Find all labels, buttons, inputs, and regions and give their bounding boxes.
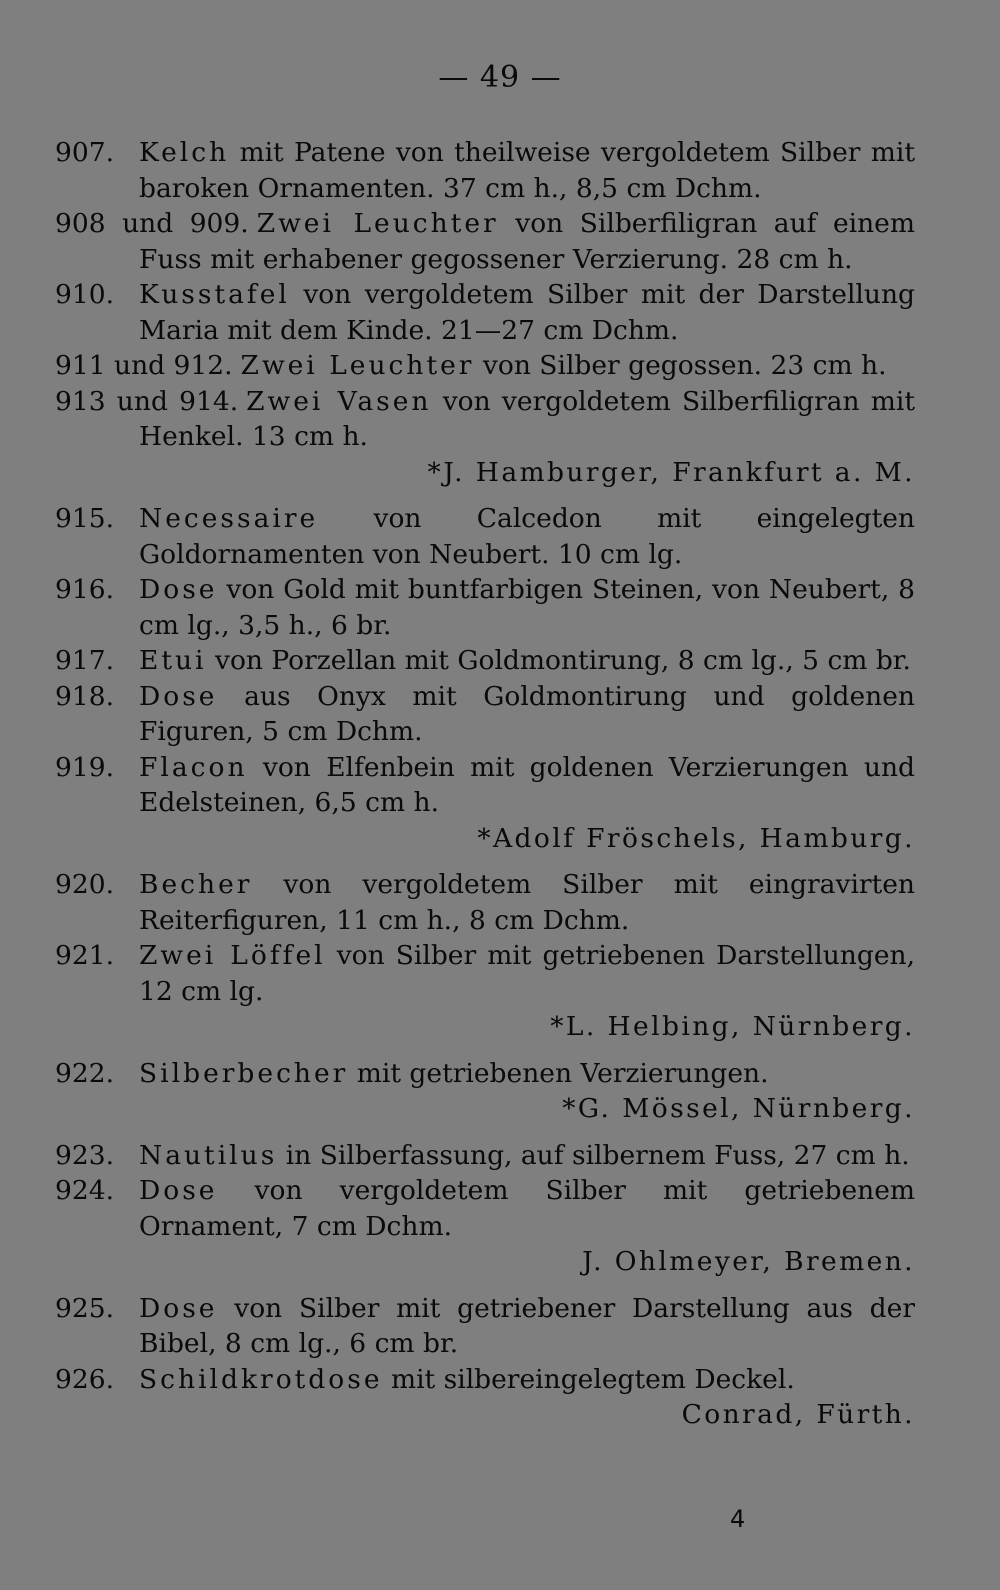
entry-title: Zwei Leuchter bbox=[256, 208, 499, 239]
entry-description: von Gold mit buntfarbigen Steinen, von Neubert, 8 cm lg., 3,5 h., 6 br. bbox=[139, 574, 915, 641]
entry-title: Nautilus bbox=[139, 1139, 278, 1171]
catalog-entry-916 bbox=[55, 572, 915, 643]
catalog-entry-922 bbox=[55, 1056, 915, 1092]
catalog-entry-921 bbox=[55, 938, 915, 1009]
entry-description: mit getriebenen Verzierungen. bbox=[348, 1057, 769, 1089]
entry-number: 908 und 909. bbox=[55, 208, 249, 239]
entry-title: Zwei Löffel bbox=[139, 940, 326, 971]
entry-number: 917. bbox=[55, 645, 115, 676]
entry-description: von Silber gegossen. 23 cm h. bbox=[474, 350, 887, 381]
entry-description: von Elfenbein mit goldenen Verzierungen und Edelsteinen, 6,5 cm h. bbox=[139, 751, 915, 818]
entry-title: Zwei Vasen bbox=[246, 385, 432, 417]
entry-description: von vergoldetem Silber mit getriebenem Ornament, 7 cm Dchm. bbox=[139, 1175, 915, 1242]
entry-title: Silberbecher bbox=[139, 1057, 349, 1089]
entry-description: in Silberfassung, auf silbernem Fuss, 27 cm h. bbox=[277, 1139, 910, 1171]
dealer-attribution: *L. Helbing, Nürnberg. bbox=[550, 1011, 915, 1042]
entry-title: Dose bbox=[139, 1175, 218, 1206]
entry-title: Flacon bbox=[139, 751, 248, 783]
dealer-attribution: *Adolf Fröschels, Hamburg. bbox=[477, 822, 915, 854]
entry-number: 921. bbox=[55, 940, 115, 971]
signature-mark: 4 bbox=[730, 1505, 746, 1533]
entry-description: von Silber mit getriebener Darstellung aus der Bibel, 8 cm lg., 6 cm br. bbox=[139, 1292, 915, 1359]
entry-description: von Silber mit getriebenen Darstellungen, 12 cm lg. bbox=[139, 940, 915, 1007]
entry-number: 918. bbox=[55, 680, 115, 712]
entry-number: 923. bbox=[55, 1139, 115, 1171]
catalog-entry-911-912 bbox=[55, 348, 915, 384]
entry-description: von Silberfiligran auf einem Fuss mit erhabener gegossener Verzierung. 28 cm h. bbox=[139, 208, 915, 275]
catalog-entry-920 bbox=[55, 867, 915, 938]
entry-title: Etui bbox=[139, 645, 207, 676]
catalog-entry-908-909 bbox=[55, 206, 915, 277]
catalog-entry-924 bbox=[55, 1173, 915, 1244]
entry-number: 920. bbox=[55, 869, 115, 900]
entry-title: Dose bbox=[139, 1292, 218, 1324]
catalog-entry-926 bbox=[55, 1362, 915, 1398]
entry-number: 924. bbox=[55, 1175, 115, 1206]
entry-description: von vergoldetem Silber mit der Darstellung Maria mit dem Kinde. 21—27 cm Dchm. bbox=[139, 279, 915, 346]
entry-number: 907. bbox=[55, 137, 115, 168]
catalog-entry-919 bbox=[55, 750, 915, 821]
catalog-entry-907 bbox=[55, 135, 915, 206]
catalog-entry-925 bbox=[55, 1291, 915, 1362]
entry-title: Schildkrotdose bbox=[139, 1363, 383, 1395]
entry-number: 911 und 912. bbox=[55, 350, 233, 381]
entry-description: von Calcedon mit eingelegten Goldornamenten von Neubert. 10 cm lg. bbox=[139, 503, 915, 570]
entry-number: 915. bbox=[55, 503, 115, 534]
page-number: — 49 — bbox=[438, 60, 562, 95]
catalog-entry-918 bbox=[55, 679, 915, 750]
entry-number: 913 und 914. bbox=[55, 385, 239, 417]
dealer-attribution: Conrad, Fürth. bbox=[681, 1399, 915, 1430]
entry-title: Becher bbox=[139, 869, 253, 900]
entry-description: aus Onyx mit Goldmontirung und goldenen Figuren, 5 cm Dchm. bbox=[139, 680, 915, 747]
dealer-attribution: J. Ohlmeyer, Bremen. bbox=[582, 1246, 915, 1277]
entry-title: Dose bbox=[139, 680, 218, 712]
entry-number: 910. bbox=[55, 279, 115, 310]
entry-title: Necessaire bbox=[139, 503, 319, 534]
entry-description: von vergoldetem Silberfiligran mit Henkel. 13 cm h. bbox=[139, 385, 916, 452]
entry-number: 919. bbox=[55, 751, 115, 783]
catalog-list bbox=[55, 135, 915, 1444]
entry-title: Zwei Leuchter bbox=[240, 350, 475, 381]
entry-description: mit silbereingelegtem Deckel. bbox=[382, 1363, 795, 1395]
catalog-entry-915 bbox=[55, 501, 915, 572]
catalog-entry-923 bbox=[55, 1138, 915, 1174]
entry-number: 922. bbox=[55, 1057, 115, 1089]
entry-title: Dose bbox=[139, 574, 218, 605]
entry-description: mit Patene von theilweise vergoldetem Silber mit baroken Ornamenten. 37 cm h., 8,5 cm Dchm. bbox=[139, 137, 915, 204]
catalog-entry-913-914 bbox=[55, 384, 915, 455]
entry-title: Kelch bbox=[139, 137, 230, 168]
entry-description: von Porzellan mit Goldmontirung, 8 cm lg., 5 cm br. bbox=[206, 645, 911, 676]
entry-description: von vergoldetem Silber mit eingravirten Reiterfiguren, 11 cm h., 8 cm Dchm. bbox=[139, 869, 915, 936]
entry-title: Kusstafel bbox=[139, 279, 290, 310]
catalog-entry-910 bbox=[55, 277, 915, 348]
entry-number: 916. bbox=[55, 574, 115, 605]
entry-number: 925. bbox=[55, 1292, 115, 1324]
catalog-entry-917 bbox=[55, 643, 915, 679]
entry-number: 926. bbox=[55, 1363, 115, 1395]
dealer-attribution: *G. Mössel, Nürnberg. bbox=[562, 1093, 915, 1124]
dealer-attribution: *J. Hamburger, Frankfurt a. M. bbox=[427, 456, 915, 488]
